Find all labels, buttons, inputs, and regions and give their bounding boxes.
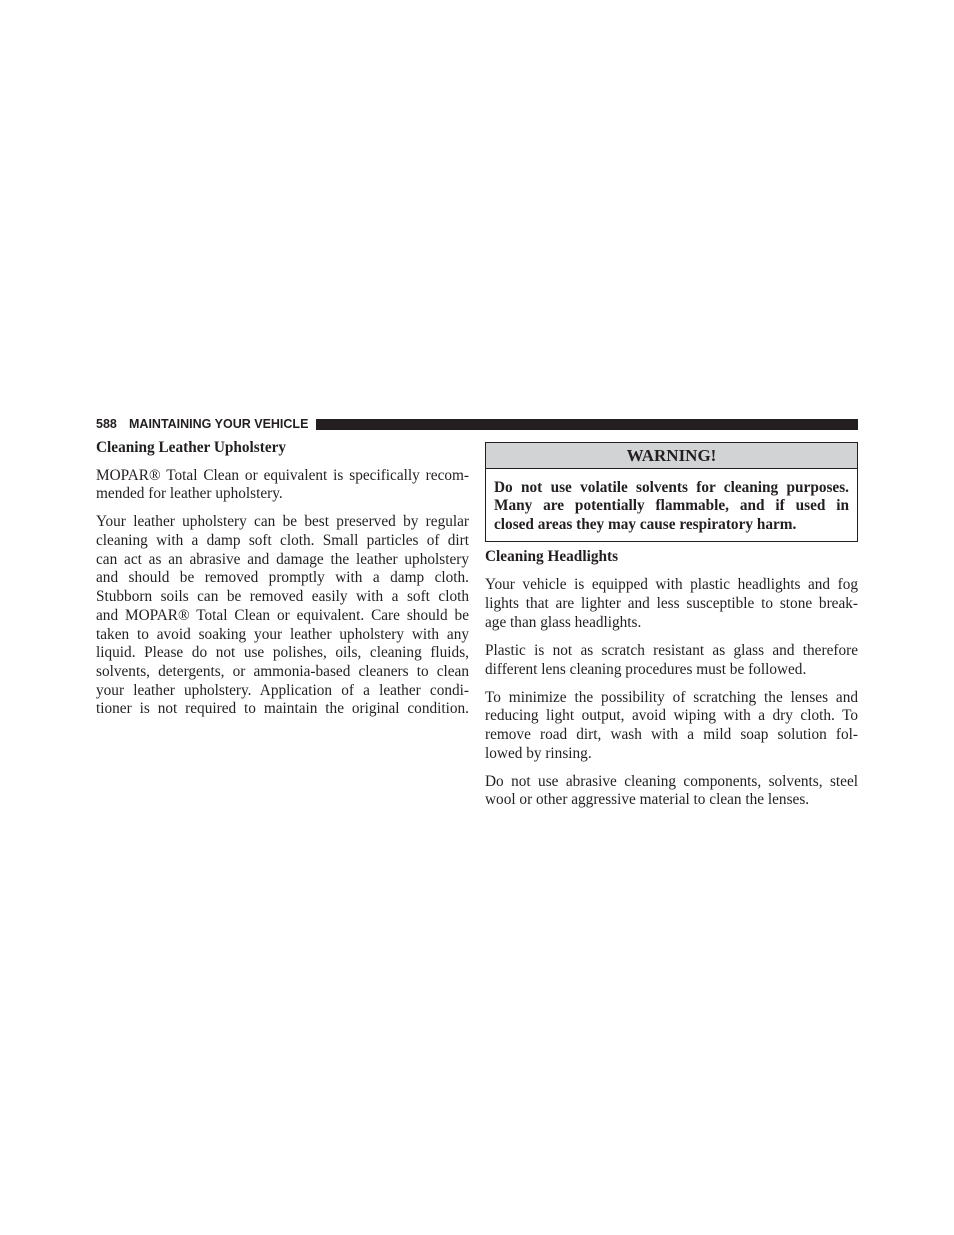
warning-box [485,442,858,542]
section-title: MAINTAINING YOUR VEHICLE [129,417,309,431]
text-line: taken to avoid soaking your leather upholstery with any [96,625,469,643]
paragraph [485,642,858,679]
text-line: Plastic is not as scratch resistant as glass and therefore [485,641,858,659]
text-line: tioner is not required to maintain the original condition. [96,700,469,718]
text-line: remove road dirt, wash with a mild soap solution fol- [485,726,858,743]
right-column [485,442,858,819]
left-column [96,439,469,729]
text-line: your leather upholstery. Application of a leather condi- [96,681,469,699]
text-line: Your leather upholstery can be best preserved by regular [96,513,469,531]
text-line: reducing light output, avoid wiping with a dry cloth. To [485,707,858,725]
section-heading-headlights: Cleaning Headlights [485,548,619,566]
header-bar [316,419,858,430]
text-line: solvents, detergents, or ammonia-based cleaners to clean [96,662,469,680]
paragraph [96,467,469,504]
text-line: and should be removed promptly with a damp cloth. [96,569,469,587]
paragraph [485,773,858,810]
warning-text [486,469,857,541]
paragraph [485,689,858,764]
paragraph [485,576,858,632]
page-number: 588 [96,417,117,431]
text-line: different lens cleaning procedures must be followed. [485,660,807,678]
text-line: Do not use abrasive cleaning components, solvents, steel [485,772,858,790]
text-line: wool or other aggressive material to clean the lenses. [485,791,810,809]
section-heading-leather-upholstery: Cleaning Leather Upholstery [96,438,287,456]
text-line: age than glass headlights. [485,613,642,631]
text-line: lowed by rinsing. [485,744,592,762]
text-line: closed areas they may cause respiratory harm. [494,515,797,533]
paragraph [96,513,469,719]
text-line: Your vehicle is equipped with plastic headlights and fog [485,576,858,594]
text-line: Do not use volatile solvents for cleaning purposes. [494,478,849,496]
text-line: Many are potentially flammable, and if used in [494,497,849,515]
text-line: and MOPAR® Total Clean or equivalent. Care should be [96,606,469,624]
text-line: Stubborn soils can be removed easily with a soft cloth [96,588,469,606]
warning-title: WARNING! [486,443,857,469]
page-header [96,417,858,431]
text-line: can act as an abrasive and damage the leather upholstery [96,550,469,568]
text-line: cleaning with a damp soft cloth. Small particles of dirt [96,532,469,549]
text-line: To minimize the possibility of scratching the lenses and [485,688,858,706]
text-line: lights that are lighter and less susceptible to stone break- [485,595,858,613]
text-line: MOPAR® Total Clean or equivalent is specifically recom- [96,466,469,484]
text-line: liquid. Please do not use polishes, oils, cleaning fluids, [96,644,469,662]
text-line: mended for leather upholstery. [96,485,283,503]
